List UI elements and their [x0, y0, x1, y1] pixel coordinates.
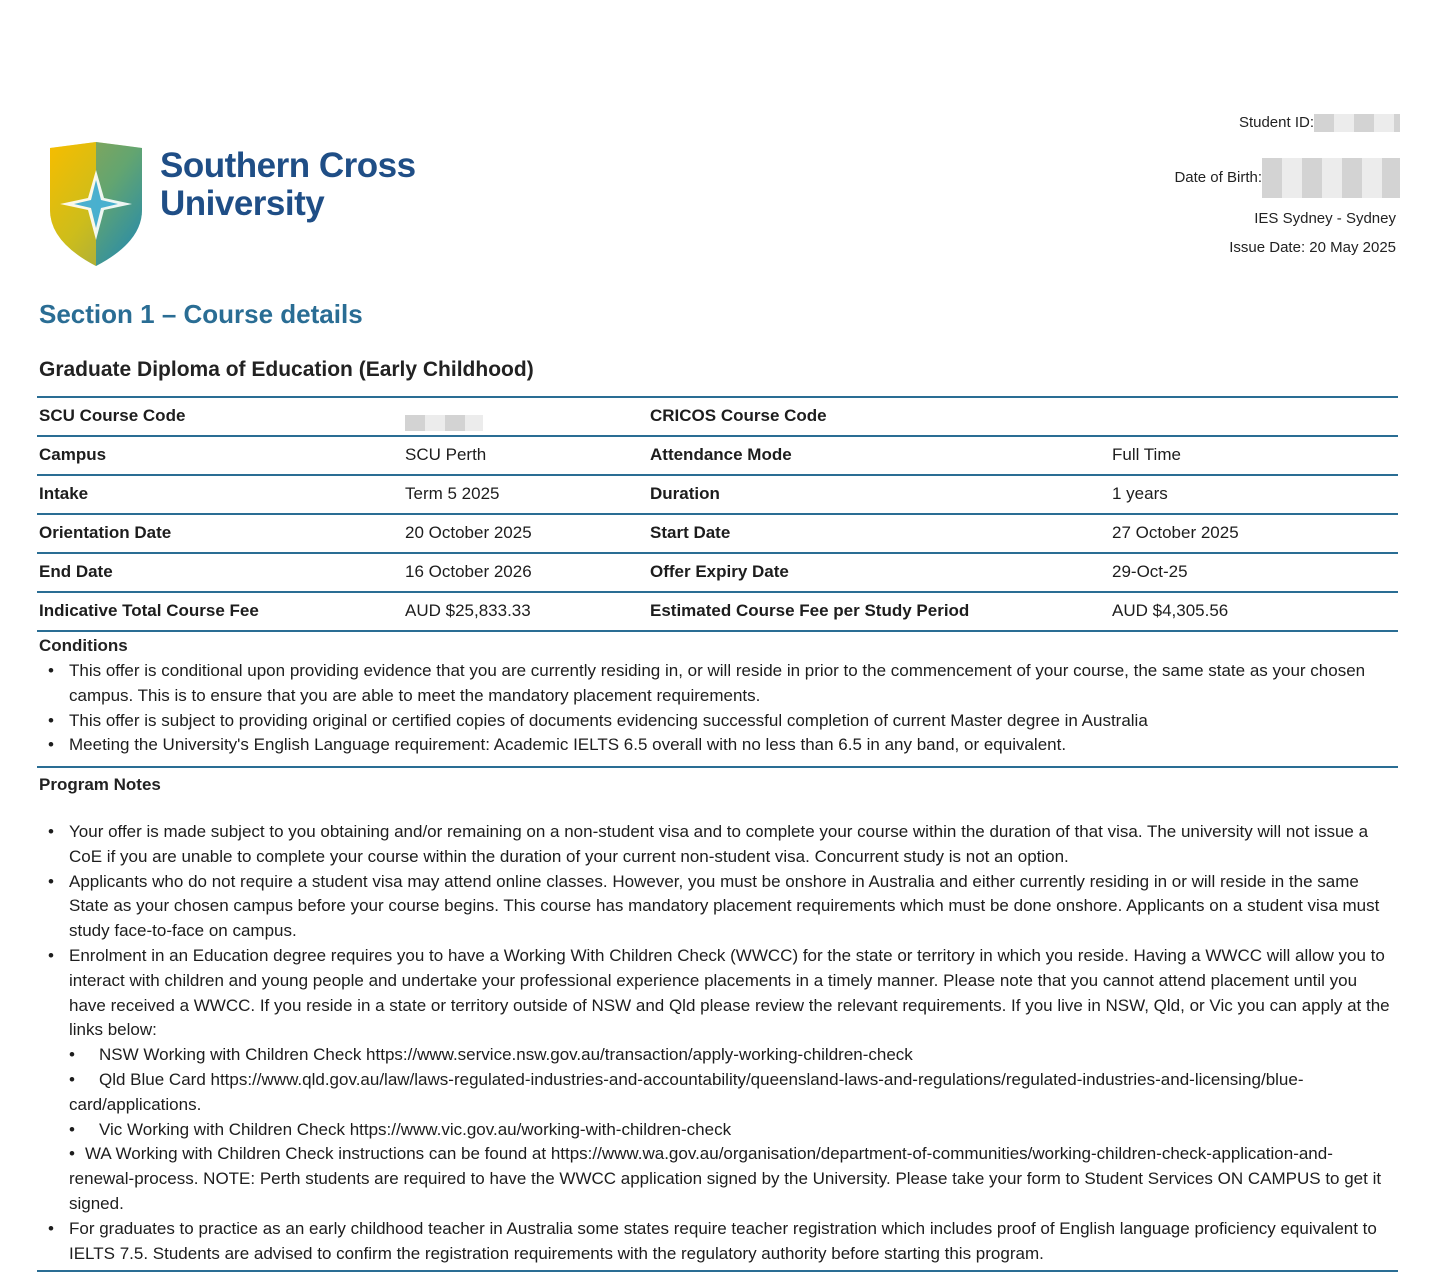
list-item: • Applicants who do not require a student visa may attend online classes. However, you must be onshore in Australia and either currently residing in or will reside in the same State as your chosen campus before your course begins. This course has mandatory placement requirements which must be done onshore. Applicants on a student visa must study face-to-face on campus. — [46, 870, 1396, 944]
row-value: 16 October 2026 — [405, 562, 532, 581]
issuing-location: IES Sydney - Sydney — [1254, 210, 1396, 227]
conditions-list — [46, 659, 1396, 758]
row-value: 1 years — [1112, 484, 1168, 503]
row-value: AUD $25,833.33 — [405, 601, 531, 620]
program-notes-heading: Program Notes — [39, 775, 161, 794]
university-logo — [46, 140, 446, 270]
qld-link-text: Qld Blue Card https://www.qld.gov.au/law/laws-regulated-industries-and-accountability/queensland-laws-and-regulations/regulated-industries-and-licensing/blue-card/applications. — [69, 1069, 1304, 1114]
sub-item: • WA Working with Children Check instructions can be found at https://www.wa.gov.au/organisation/department-of-communities/working-children-check-application-and-renewal-process. NOTE: Perth students are required to have the WWCC application signed by the University. Please take your form to Student Services ON CAMPUS to get it signed. — [69, 1144, 1382, 1213]
section-title: Section 1 – Course details — [39, 299, 363, 329]
table-row — [37, 554, 1398, 593]
row-label: Campus — [39, 445, 107, 464]
shield-icon — [46, 140, 146, 268]
conditions-heading: Conditions — [39, 636, 128, 655]
course-details-table — [37, 396, 1398, 632]
row-value: SCU Perth — [405, 445, 487, 464]
wwcc-intro: Enrolment in an Education degree requires you to have a Working With Children Check (WWCC) for the state or territory in which you reside. Having a WWCC will allow you to interact with children and young people and undertake your professional experience placements in a timely manner. Please note that you cannot attend placement until you have received a WWCC. If you reside in a state or territory outside of NSW and Qld please review the relevant requirements. If you live in NSW, Qld, or Vic you can apply at the links below: — [69, 945, 1390, 1040]
sub-item: • Qld Blue Card https://www.qld.gov.au/law/laws-regulated-industries-and-accountability/queensland-laws-and-regulations/regulated-industries-and-licensing/blue-card/applications. — [69, 1069, 1304, 1114]
vic-link-text: Vic Working with Children Check https://www.vic.gov.au/working-with-children-check — [99, 1119, 732, 1139]
row-value: Full Time — [1112, 445, 1181, 464]
row-label: Orientation Date — [39, 523, 172, 542]
row-label: Intake — [39, 484, 89, 503]
date-of-birth — [1174, 158, 1400, 198]
table-row — [37, 398, 1398, 437]
row-label: Indicative Total Course Fee — [39, 601, 259, 620]
row-value: 27 October 2025 — [1112, 523, 1239, 542]
row-value: 29-Oct-25 — [1112, 562, 1188, 581]
row-label: CRICOS Course Code — [650, 406, 827, 425]
student-id — [1239, 114, 1400, 132]
table-row — [37, 593, 1398, 632]
dob-label: Date of Birth: — [1174, 168, 1262, 186]
list-item — [46, 944, 1396, 1217]
list-item: • This offer is conditional upon providing evidence that you are currently residing in, or will reside in prior to the commencement of your course, the same state as your chosen campus. This is to ensure that you are able to meet the mandatory placement requirements. — [46, 659, 1396, 709]
table-row — [37, 515, 1398, 554]
program-notes-list — [46, 820, 1396, 1266]
row-label: Start Date — [650, 523, 731, 542]
list-item: • Your offer is made subject to you obtaining and/or remaining on a non-student visa and to complete your course within the duration of that visa. The university will not issue a CoE if you are unable to complete your course within the duration of your current non-student visa. Concurrent study is not an option. — [46, 820, 1396, 870]
redacted-dob — [1262, 158, 1400, 198]
sub-item: • NSW Working with Children Check https://www.service.nsw.gov.au/transaction/apply-working-children-check — [69, 1045, 913, 1065]
nsw-link-text: NSW Working with Children Check https://www.service.nsw.gov.au/transaction/apply-working-children-check — [99, 1045, 913, 1065]
row-label: Duration — [650, 484, 720, 503]
row-label: Attendance Mode — [650, 445, 792, 464]
row-value: 20 October 2025 — [405, 523, 532, 542]
sub-item: • Vic Working with Children Check https://www.vic.gov.au/working-with-children-check — [69, 1119, 732, 1139]
row-label: Offer Expiry Date — [650, 562, 789, 581]
list-item: • This offer is subject to providing original or certified copies of documents evidencing successful completion of current Master degree in Australia — [46, 709, 1396, 734]
row-label: Estimated Course Fee per Study Period — [650, 601, 970, 620]
logo-text-line1: Southern Cross — [160, 146, 416, 185]
table-row — [37, 476, 1398, 515]
course-title: Graduate Diploma of Education (Early Childhood) — [39, 358, 534, 381]
list-item: • Meeting the University's English Language requirement: Academic IELTS 6.5 overall with no less than 6.5 in any band, or equivalent. — [46, 733, 1396, 758]
redacted-student-id — [1314, 114, 1400, 132]
row-value: Term 5 2025 — [405, 484, 500, 503]
row-label: End Date — [39, 562, 113, 581]
divider — [37, 1270, 1398, 1272]
divider — [37, 766, 1398, 768]
issue-date: Issue Date: 20 May 2025 — [1229, 239, 1396, 256]
row-label: SCU Course Code — [39, 406, 186, 425]
list-item: • For graduates to practice as an early childhood teacher in Australia some states require teacher registration which includes proof of English language proficiency equivalent to IELTS 7.5. Students are advised to confirm the registration requirements with the regulatory authority before starting this program. — [46, 1217, 1396, 1267]
table-row — [37, 437, 1398, 476]
student-id-label: Student ID: — [1238, 114, 1314, 131]
wa-link-text: WA Working with Children Check instructions can be found at https://www.wa.gov.au/organisation/department-of-communities/working-children-check-application-and-renewal-process. NOTE: Perth students are required to have the WWCC application signed by the University. Please take your form to Student Services ON CAMPUS to get it signed. — [69, 1144, 1382, 1213]
logo-text-line2: University — [160, 184, 325, 223]
row-value: AUD $4,305.56 — [1112, 601, 1229, 620]
